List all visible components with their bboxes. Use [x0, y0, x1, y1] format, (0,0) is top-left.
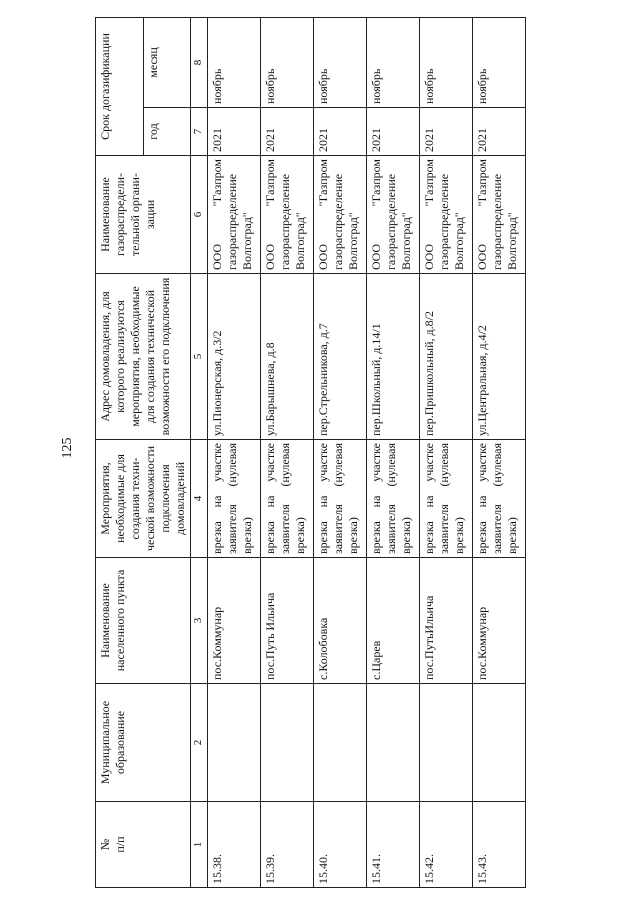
row-settlement: пос.Коммунар	[207, 558, 260, 684]
row-number: 15.42.	[419, 802, 472, 888]
header-organization: Наименование газораспредели-тельной органи-зации	[96, 156, 191, 274]
row-organization: ООО "Газпром газораспределение Волгоград"	[260, 156, 313, 274]
row-month: ноябрь	[366, 17, 419, 107]
row-year: 2021	[419, 108, 472, 156]
row-organization: ООО "Газпром газораспределение Волгоград"	[313, 156, 366, 274]
table-row	[472, 17, 525, 887]
row-number: 15.38.	[207, 802, 260, 888]
column-number: 8	[191, 17, 208, 107]
row-organization: ООО "Газпром газораспределение Волгоград"	[366, 156, 419, 274]
row-number: 15.39.	[260, 802, 313, 888]
row-address: ул.Центральная, д.4/2	[472, 274, 525, 440]
header-address: Адрес домовладения, для которого реализуются мероприятия, необходимые для создания технической возможности его подключения	[96, 274, 191, 440]
header-number: № п/п	[96, 802, 191, 888]
row-event: врезка на участке заявителя (нулевая врезка)	[419, 440, 472, 558]
row-month: ноябрь	[207, 17, 260, 107]
column-number: 6	[191, 156, 208, 274]
row-number: 15.43.	[472, 802, 525, 888]
gasification-table	[95, 17, 526, 888]
column-number: 1	[191, 802, 208, 888]
header-event: Мероприятия, необходимые для создания техни-ческой возможности подключения домовладений	[96, 440, 191, 558]
row-settlement: пос.Коммунар	[472, 558, 525, 684]
row-organization: ООО "Газпром газораспределение Волгоград"	[472, 156, 525, 274]
column-number: 2	[191, 684, 208, 802]
header-year: год	[143, 108, 191, 156]
rotated-table-wrapper	[95, 18, 520, 888]
row-address: ул.Барышнева, д.8	[260, 274, 313, 440]
table-row	[419, 17, 472, 887]
row-address: пер.Школьный, д.14/1	[366, 274, 419, 440]
row-municipality	[207, 684, 260, 802]
header-term: Срок догазификации	[96, 17, 144, 155]
row-year: 2021	[260, 108, 313, 156]
column-number: 5	[191, 274, 208, 440]
row-address: ул.Пионерская, д.3/2	[207, 274, 260, 440]
row-month: ноябрь	[313, 17, 366, 107]
row-municipality	[313, 684, 366, 802]
row-event: врезка на участке заявителя (нулевая врезка)	[313, 440, 366, 558]
row-event: врезка на участке заявителя (нулевая врезка)	[472, 440, 525, 558]
page-number: 125	[60, 437, 75, 459]
row-municipality	[472, 684, 525, 802]
row-year: 2021	[366, 108, 419, 156]
row-organization: ООО "Газпром газораспределение Волгоград"	[419, 156, 472, 274]
row-year: 2021	[313, 108, 366, 156]
row-number: 15.40.	[313, 802, 366, 888]
table-row	[313, 17, 366, 887]
column-number: 7	[191, 108, 208, 156]
row-municipality	[260, 684, 313, 802]
row-settlement: с.Царев	[366, 558, 419, 684]
row-year: 2021	[207, 108, 260, 156]
table-row	[207, 17, 260, 887]
row-settlement: пос.ПутьИльича	[419, 558, 472, 684]
column-numbers-row	[191, 17, 208, 887]
column-number: 4	[191, 440, 208, 558]
table-row	[366, 17, 419, 887]
row-address: пер.Стрельникова, д.7	[313, 274, 366, 440]
row-settlement: с.Колобовка	[313, 558, 366, 684]
row-organization: ООО "Газпром газораспределение Волгоград"	[207, 156, 260, 274]
row-month: ноябрь	[472, 17, 525, 107]
row-number: 15.41.	[366, 802, 419, 888]
row-event: врезка на участке заявителя (нулевая врезка)	[260, 440, 313, 558]
table-row	[260, 17, 313, 887]
row-settlement: пос.Путь Ильича	[260, 558, 313, 684]
row-municipality	[366, 684, 419, 802]
header-municipality: Муниципальное образование	[96, 684, 191, 802]
header-settlement: Наименование населенного пункта	[96, 558, 191, 684]
row-event: врезка на участке заявителя (нулевая врезка)	[366, 440, 419, 558]
row-event: врезка на участке заявителя (нулевая врезка)	[207, 440, 260, 558]
header-month: месяц	[143, 17, 191, 107]
column-number: 3	[191, 558, 208, 684]
row-address: пер.Пришкольный, д.8/2	[419, 274, 472, 440]
row-year: 2021	[472, 108, 525, 156]
row-month: ноябрь	[260, 17, 313, 107]
row-municipality	[419, 684, 472, 802]
row-month: ноябрь	[419, 17, 472, 107]
